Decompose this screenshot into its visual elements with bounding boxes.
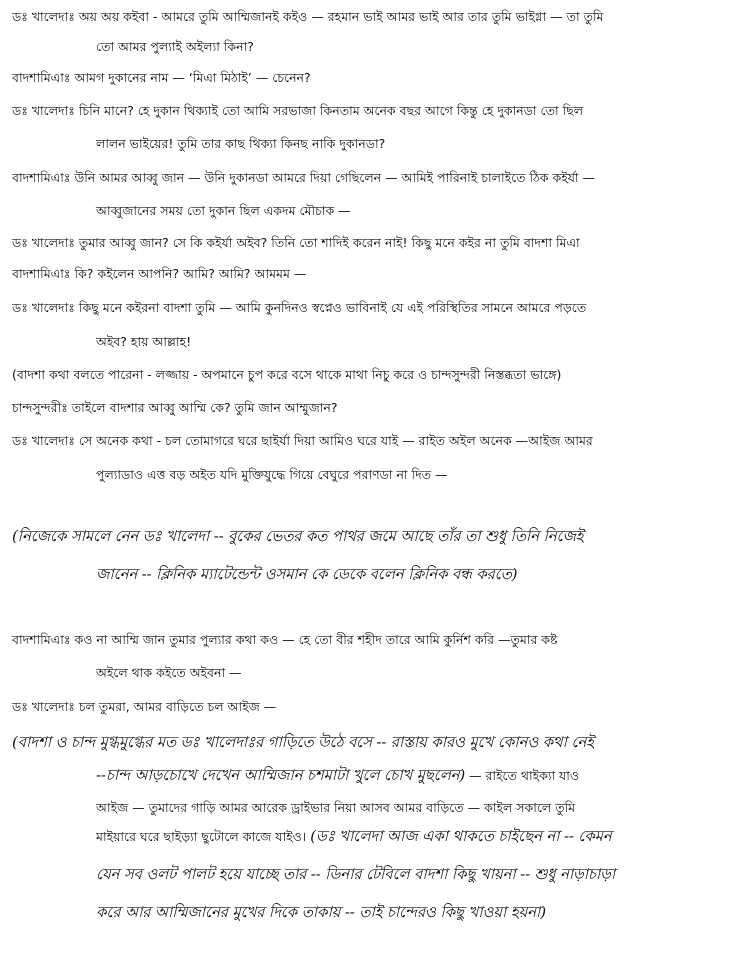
text-line-14: ডঃ খালেদাঃ সে অনেক কথা - চল তোমাগরে ঘরে ছাইর্যা দিয়া আমিও ঘরে যাই — রাইত অইল অনেক —আইজ আমর: [12, 433, 593, 448]
handwritten-segment: --চান্দ আড়চোখে দেখেন আম্মিজান চশমাটা খুলে চোখ মুছলেন): [96, 766, 466, 784]
text-line-5: লালন ভাইয়ের! তুমি তার কাছ থিক্যা কিনছ নাকি দুকানডা?: [96, 136, 386, 151]
handwritten-line-5: করে আর আম্মিজানের মুখের দিকে তাকায় -- তাই চান্দেরও কিছু খাওয়া হয়না): [96, 903, 546, 921]
typed-segment: — রাইতে থাইক্যা যাও: [469, 768, 580, 783]
text-line-4: ডঃ খালেদাঃ চিনি মানে? হে দুকান থিক্যাই তো আমি সরভাজা কিনতাম অনেক বছর আগে কিন্তু হে দুকানডা তো ছিল: [12, 103, 584, 118]
handwritten-line-3: (বাদশা ও চান্দ মুগ্ধমুগ্ধের মত ডঃ খালেদাঃর গাড়িতে উঠে বসে -- রাস্তায় কারও মুখে কোনও কথা নেই: [12, 733, 594, 751]
text-line-13: চান্দসুন্দরীঃ তাইলে বাদশার আব্বু আম্মি কে? তুমি জান আম্মুজান?: [12, 400, 338, 415]
mixed-line-2: [96, 827, 612, 846]
text-line-9: বাদশামিএাঃ কি? কইলেন আপনি? আমি? আমি? আমমম —: [12, 266, 307, 281]
stage-direction-1: (বাদশা কথা বলতে পারেনা - লজ্জায় - অপমানে চুপ করে বসে থাকে মাথা নিচু করে ও চান্দসুন্দরী নিস্তব্ধতা ভাঙ্গে): [12, 367, 562, 382]
text-line-1: ডঃ খালেদাঃ অয় অয় কইবা - আমরে তুমি আম্মিজানই কইও — রহমান ভাই আমর ভাই আর তার তুমি ভাইগ্না — তা তুমি: [12, 9, 604, 24]
text-line-6: বাদশামিএাঃ উনি আমর আব্বু জান — উনি দুকানডা আমরে দিয়া গেছিলেন — আমিই পারিনাই চালাইতে ঠিক কইর্যা —: [12, 170, 595, 185]
text-line-7: আব্বুজানের সময় তো দুকান ছিল একদম মৌচাক —: [96, 203, 351, 218]
handwritten-line-1: (নিজেকে সামলে নেন ডঃ খালেদা -- বুকের ভেতর কত পাথর জমে আছে তাঁর তা শুধু তিনি নিজেই: [12, 527, 584, 545]
handwritten-line-2: জানেন -- ক্লিনিক ম্যাটেন্ডেন্ট ওসমান কে ডেকে বলেন ক্লিনিক বন্ধ করতে): [96, 565, 518, 583]
text-line-3: বাদশামিএাঃ আমগ দুকানের নাম — ‘মিএা মিঠাই’ — চেনেন?: [12, 70, 311, 85]
text-line-20: ডঃ খালেদাঃ চল তুমরা, আমর বাড়িতে চল আইজ —: [12, 699, 277, 714]
text-line-18: বাদশামিএাঃ কও না আম্মি জান তুমার পুল্যার কথা কও — হে তো বীর শহীদ তারে আমি কুর্নিশ করি —তুমার কষ্ট: [12, 632, 558, 647]
text-line-2: তো আমর পুল্যাই অইল্যা কিনা?: [96, 39, 254, 54]
text-line-8: ডঃ খালেদাঃ তুমার আব্বু জান? সে কি কইর্যা অইব? তিনি তো শাদিই করেন নাই! কিছু মনে কইর না তুমি বাদশা মিএা: [12, 235, 580, 250]
text-line-15: পুল্যাডাও এত্ত বড় অইত যদি মুক্তিযুদ্ধে গিয়ে বেঘুরে পরাণডা না দিত —: [96, 467, 448, 482]
text-line-10: ডঃ খালেদাঃ কিছু মনে কইরনা বাদশা তুমি — আমি কুনদিনও স্বপ্নেও ভাবিনাই যে এই পরিস্থিতির সামনে আমরে পড়তে: [12, 300, 587, 315]
handwritten-segment-2: (ডঃ খালেদা আজ একা থাকতে চাইছেন না -- কেমন: [310, 827, 612, 845]
text-line-24: আইজ — তুমাদের গাড়ি আমর আরেক ড্রাইভার নিয়া আসব আমর বাড়িতে — কাইল সকালে তুমি: [96, 800, 576, 815]
text-line-11: অইব? হায় আল্লাহ!: [96, 334, 192, 349]
typed-segment-2: মাইয়ারে ঘরে ছাইড়্যা ছুটোলে কাজে যাইও।: [96, 829, 307, 844]
handwritten-line-4: যেন সব ওলট পালট হয়ে যাচ্ছে তার -- ডিনার টেবিলে বাদশা কিছু খায়না -- শুধু নাড়াচাড়া: [96, 865, 616, 883]
mixed-line: [96, 766, 579, 785]
text-line-19: অইলে থাক কইতে অইবনা —: [96, 665, 242, 680]
